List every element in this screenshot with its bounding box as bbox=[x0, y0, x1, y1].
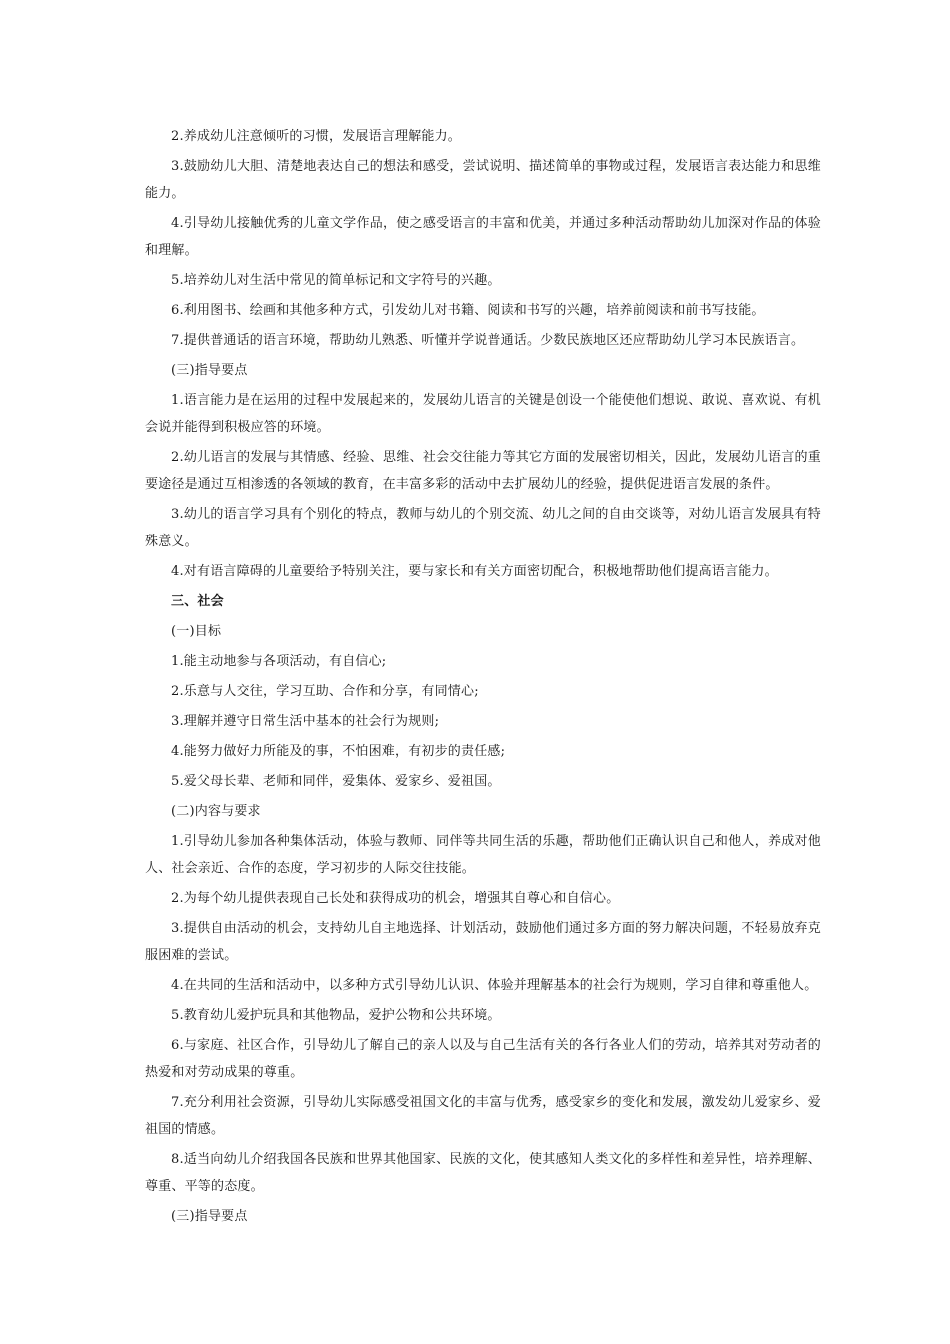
paragraph: 4.在共同的生活和活动中，以多种方式引导幼儿认识、体验并理解基本的社会行为规则，学习自律和尊重他人。 bbox=[171, 978, 818, 993]
paragraph: 3.提供自由活动的机会，支持幼儿自主地选择、计划活动，鼓励他们通过多方面的努力解决问题，不轻易放弃克服困难的尝试。 bbox=[145, 921, 821, 963]
paragraph: 5.爱父母长辈、老师和同伴，爱集体、爱家乡、爱祖国。 bbox=[171, 774, 501, 789]
paragraph: 3.鼓励幼儿大胆、清楚地表达自己的想法和感受，尝试说明、描述简单的事物或过程，发展语言表达能力和思维能力。 bbox=[145, 159, 821, 201]
paragraph: 2.乐意与人交往，学习互助、合作和分享，有同情心; bbox=[171, 684, 479, 699]
paragraph: (三)指导要点 bbox=[171, 363, 248, 378]
paragraph: (三)指导要点 bbox=[171, 1209, 248, 1224]
paragraph: 4.能努力做好力所能及的事，不怕困难，有初步的责任感; bbox=[171, 744, 506, 759]
paragraph: 6.利用图书、绘画和其他多种方式，引发幼儿对书籍、阅读和书写的兴趣，培养前阅读和前书写技能。 bbox=[171, 303, 765, 318]
paragraph: (二)内容与要求 bbox=[171, 804, 261, 819]
paragraph: 2.养成幼儿注意倾听的习惯，发展语言理解能力。 bbox=[171, 129, 462, 144]
paragraph: 2.幼儿语言的发展与其情感、经验、思维、社会交往能力等其它方面的发展密切相关，因此，发展幼儿语言的重要途径是通过互相渗透的各领域的教育，在丰富多彩的活动中去扩展幼儿的经验，提供促进语言发展的条件。 bbox=[145, 450, 821, 492]
paragraph: 3.理解并遵守日常生活中基本的社会行为规则; bbox=[171, 714, 440, 729]
paragraph: 5.教育幼儿爱护玩具和其他物品，爱护公物和公共环境。 bbox=[171, 1008, 501, 1023]
paragraph: 1.语言能力是在运用的过程中发展起来的，发展幼儿语言的关键是创设一个能使他们想说、敢说、喜欢说、有机会说并能得到积极应答的环境。 bbox=[145, 393, 821, 435]
paragraph: 5.培养幼儿对生活中常见的简单标记和文字符号的兴趣。 bbox=[171, 273, 501, 288]
paragraph: 1.引导幼儿参加各种集体活动，体验与教师、同伴等共同生活的乐趣，帮助他们正确认识自己和他人，养成对他人、社会亲近、合作的态度，学习初步的人际交往技能。 bbox=[145, 834, 821, 876]
paragraph: 2.为每个幼儿提供表现自己长处和获得成功的机会，增强其自尊心和自信心。 bbox=[171, 891, 620, 906]
document-body bbox=[145, 123, 821, 1233]
paragraph: 1.能主动地参与各项活动，有自信心; bbox=[171, 654, 387, 669]
paragraph: 4.对有语言障碍的儿童要给予特别关注，要与家长和有关方面密切配合，积极地帮助他们提高语言能力。 bbox=[171, 564, 778, 579]
paragraph: 6.与家庭、社区合作，引导幼儿了解自己的亲人以及与自己生活有关的各行各业人们的劳动，培养其对劳动者的热爱和对劳动成果的尊重。 bbox=[145, 1038, 821, 1080]
paragraph: 8.适当向幼儿介绍我国各民族和世界其他国家、民族的文化，使其感知人类文化的多样性和差异性，培养理解、尊重、平等的态度。 bbox=[145, 1152, 821, 1194]
paragraph: 3.幼儿的语言学习具有个别化的特点，教师与幼儿的个别交流、幼儿之间的自由交谈等，对幼儿语言发展具有特殊意义。 bbox=[145, 507, 821, 549]
paragraph: 4.引导幼儿接触优秀的儿童文学作品，使之感受语言的丰富和优美，并通过多种活动帮助幼儿加深对作品的体验和理解。 bbox=[145, 216, 821, 258]
paragraph: 7.充分利用社会资源，引导幼儿实际感受祖国文化的丰富与优秀，感受家乡的变化和发展，激发幼儿爱家乡、爱祖国的情感。 bbox=[145, 1095, 821, 1137]
section-heading: 三、社会 bbox=[171, 594, 224, 609]
paragraph: (一)目标 bbox=[171, 624, 222, 639]
paragraph: 7.提供普通话的语言环境，帮助幼儿熟悉、听懂并学说普通话。少数民族地区还应帮助幼儿学习本民族语言。 bbox=[171, 333, 805, 348]
